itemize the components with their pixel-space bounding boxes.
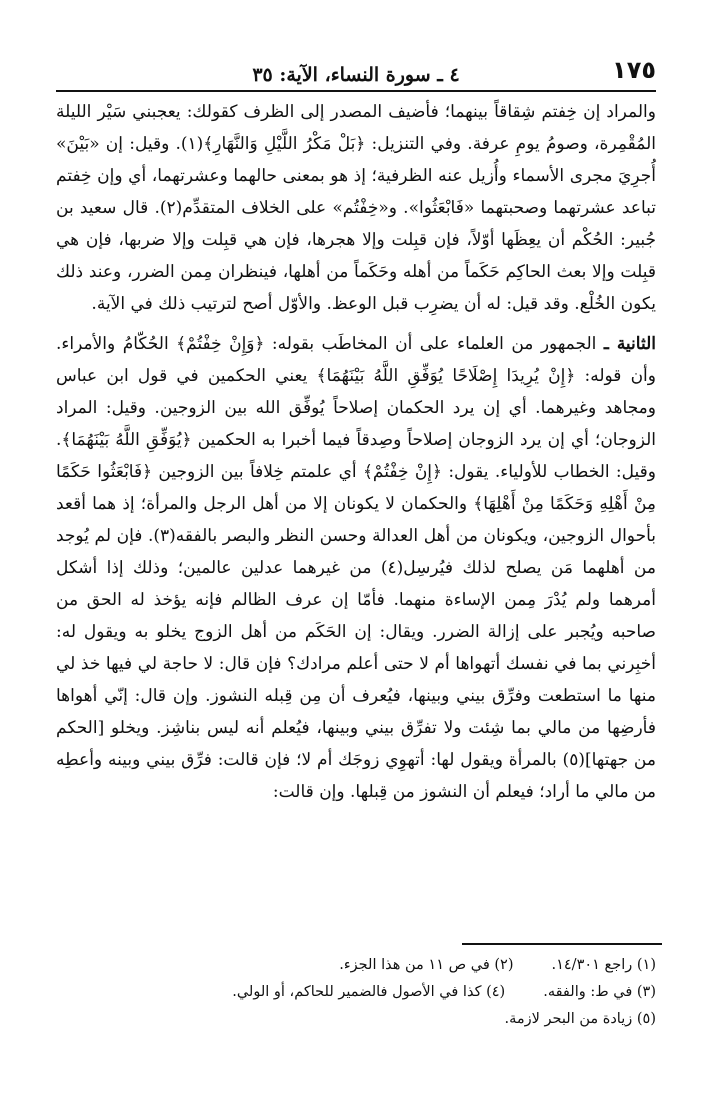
footnote-3: (٣) في ط: والفقه. — [543, 984, 656, 1000]
footnote-row — [56, 1006, 656, 1033]
page-number: ١٧٥ — [612, 56, 656, 84]
footnote-2: (٢) في ص ١١ من هذا الجزء. — [339, 957, 514, 973]
footnote-row — [56, 952, 656, 979]
footnote-row — [56, 979, 656, 1006]
page-header — [56, 58, 656, 92]
main-text — [56, 96, 656, 808]
paragraph-1 — [56, 96, 656, 320]
paragraph-text: والمراد إن خِفتم شِقاقاً بينهما؛ فأضيف المصدر إلى الظرف كقولك: يعجبني سَيْر الليلة المُقْمِرة، وصومُ يومِ عرفة. وفي التنزيل: ﴿بَلْ مَكْرُ اللَّيْلِ وَالنَّهَارِ﴾(١). وقيل: إن «بَيْنَ» أُجرِيَ مجرى الأسماء وأُزيل عنه الظرفية؛ إذ هو بمعنى حالهما وعشرتهما، أي وإن خِفتم تباعد عشرتهما وصحبتهما «فَابْعَثُوا». و«خِفْتُم» على الخلاف المتقدِّم(٢). قال سعيد بن جُبير: الحُكْم أن يعِظَها أوّلاً، فإن قبِلت وإلا هجرها، فإن هي قبِلت وإلا ضربها، فإن هي قبِلت وإلا بعث الحاكِم حَكَماً من أهله وحَكَماً من أهلها، فينظران مِمن الضرر، وعند ذلك يكون الخُلْع. وقد قيل: له أن يضرِب قبل الوعظ. والأوّل أصح لترتيب ذلك في الآية. — [56, 102, 656, 314]
footnote-1: (١) راجع ١٤/٣٠١. — [551, 957, 656, 973]
footnote-4: (٤) كذا في الأصول فالضمير للحاكم، أو الولي. — [232, 984, 506, 1000]
paragraph-text: الجمهور من العلماء على أن المخاطَب بقوله: ﴿وَإِنْ خِفْتُمْ﴾ الحُكّامُ والأمراء. وأن قوله: ﴿إِنْ يُرِيدَا إِصْلَاحًا يُوَفِّقِ اللَّهُ بَيْنَهُمَا﴾ يعني الحكمين في قول ابن عباس ومجاهد وغيرهما. أي إن يرد الحكمان إصلاحاً يُوفِّق الله بين الزوجين. وقيل: المراد الزوجان؛ أي إن يرد الزوجان إصلاحاً وصِدقاً فيما أخبرا به الحكمين ﴿يُوَفِّقِ اللَّهُ بَيْنَهُمَا﴾. وقيل: الخطاب للأولياء. يقول: ﴿إِنْ خِفْتُمْ﴾ أي علمتم خِلافاً بين الزوجين ﴿فَابْعَثُوا حَكَمًا مِنْ أَهْلِهِ وَحَكَمًا مِنْ أَهْلِهَا﴾ والحكمان لا يكونان إلا من أهل الرجل والمرأة؛ إذ هما أقعد بأحوال الزوجين، ويكونان من أهل العدالة وحسن النظر والبصر بالفقه(٣). فإن لم يُوجد من أهلهما مَن يصلح لذلك فيُرسِل(٤) من غيرهما عدلين عالمين؛ وذلك إذا أشكل أمرهما ولم يُدْرَ مِمن الإساءة منهما. فأمّا إن عرف الظالم فإنه يؤخذ له الحق من صاحبه ويُجبر على إزالة الضرر. ويقال: إن الحَكَم من أهل الزوج يخلو به ويقول له: أخبِرني بما في نفسك أتهواها أم لا حتى أعلم مرادك؟ فإن قال: لا حاجة لي فيها خذ لي منها ما استطعت وفرِّق بيني وبينها، فيُعرف أن مِن قِبله النشوز. وإن قال: إنّي أهواها فأرضِها من مالي بما شِئت ولا تفرِّق بيني وبينها، فيُعلم أنه ليس بناشِز. ويخلو [الحكم من جهتها](٥) بالمرأة ويقول لها: أتهوِي زوجَك أم لا؛ فإن قالت: فرِّق بيني وبينه وأعطِه من مالي ما أراد؛ فيعلم أن النشوز من قِبلها. وإن قالت: — [56, 334, 657, 802]
running-title: ٤ ـ سورة النساء، الآية: ٣٥ — [252, 64, 460, 86]
footnote-5: (٥) زيادة من البحر لازمة. — [504, 1011, 656, 1027]
paragraph-2 — [56, 328, 656, 808]
footnotes — [56, 952, 656, 1033]
footnote-divider — [462, 943, 662, 945]
section-lead: الثانية ـ — [603, 334, 657, 354]
